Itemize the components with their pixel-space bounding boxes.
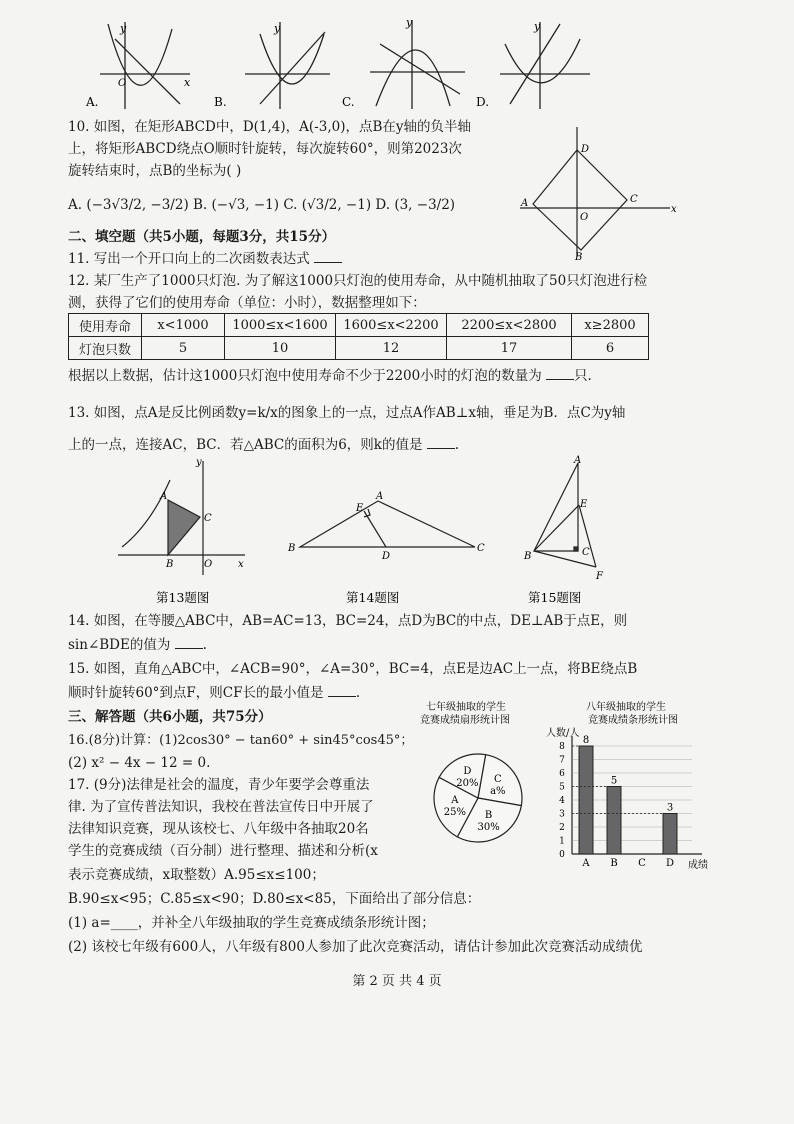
graph-b-y: y bbox=[274, 22, 281, 35]
q14-line1: 14. 如图，在等腰△ABC中，AB=AC=13，BC=24，点D为BC的中点，DE⊥AB于点E，则 bbox=[68, 613, 628, 629]
q16-line2: (2) x² − 4x − 12 = 0. bbox=[68, 755, 211, 771]
graph-a-x: x bbox=[184, 76, 191, 89]
q15-blank[interactable] bbox=[328, 684, 356, 697]
table-row bbox=[69, 314, 649, 337]
q13-blank[interactable] bbox=[427, 436, 455, 449]
bar-value-label: 3 bbox=[666, 802, 674, 814]
table-cell: x<1000 bbox=[142, 314, 225, 337]
pie-pct-a: 25% bbox=[443, 807, 466, 819]
q13-line2-text: 上的一点，连接AC，BC．若△ABC的面积为6，则k的值是 bbox=[68, 437, 423, 453]
fig14-caption: 第14题图 bbox=[346, 590, 400, 605]
bar-ylabel: 人数/人 bbox=[546, 728, 580, 739]
q10-fig-b: B bbox=[575, 252, 583, 263]
graph-c-y: y bbox=[406, 16, 413, 29]
pie-label-a: A bbox=[451, 795, 459, 807]
bar-ytick: 1 bbox=[559, 836, 565, 847]
q13-line2: 上的一点，连接AC，BC．若△ABC的面积为6，则k的值是 . bbox=[68, 437, 460, 453]
fig14-e: E bbox=[356, 503, 364, 514]
option-b-label: B. bbox=[214, 95, 227, 109]
q10-fig-a: A bbox=[521, 198, 529, 209]
q17-line2: 律. 为了宣传普法知识，我校在普法宣传日中开展了 bbox=[68, 799, 374, 815]
fig13-o: O bbox=[204, 559, 213, 570]
fig13-x: x bbox=[238, 559, 244, 570]
q12-table bbox=[68, 313, 649, 360]
bar-a bbox=[579, 746, 593, 854]
section2-heading: 二、填空题（共5小题，每题3分，共15分） bbox=[68, 229, 336, 245]
q12-line1: 12. 某厂生产了1000只灯泡. 为了解这1000只灯泡的使用寿命，从中随机抽取了50只灯泡进行检 bbox=[68, 273, 648, 289]
pie-title1: 七年级抽取的学生 bbox=[426, 702, 506, 713]
option-c-label: C. bbox=[342, 95, 355, 109]
table-row bbox=[69, 337, 649, 360]
bar-value-label: 8 bbox=[582, 735, 590, 746]
graph-b bbox=[245, 22, 330, 109]
q10-fig-x: x bbox=[671, 204, 677, 215]
q14-line2-text: sin∠BDE的值为 bbox=[68, 637, 171, 653]
table-cell: 1600≤x<2200 bbox=[336, 314, 447, 337]
graph-c bbox=[370, 20, 465, 109]
q17-line1: 17. (9分)法律是社会的温度，青少年要学会尊重法 bbox=[68, 777, 370, 793]
q12-unit: 只. bbox=[574, 368, 592, 384]
pie-chart bbox=[420, 700, 540, 860]
graph-a-y: y bbox=[120, 22, 127, 35]
q11-text: 11. 写出一个开口向上的二次函数表达式 bbox=[68, 251, 310, 267]
q12-line3 bbox=[68, 367, 592, 385]
table-cell: 使用寿命 bbox=[69, 314, 142, 337]
table-cell: 6 bbox=[572, 337, 649, 360]
fig13-b: B bbox=[166, 559, 174, 570]
q17-line5: 表示竞赛成绩，x取整数）A.95≤x≤100； bbox=[68, 867, 325, 883]
q17-line8: (2) 该校七年级有600人，八年级有800人参加了此次竞赛活动，请估计参加此次竞赛活动成绩优 bbox=[68, 939, 643, 955]
option-a-label: A. bbox=[86, 95, 99, 109]
bar-ytick: 0 bbox=[559, 850, 565, 860]
table-cell: 17 bbox=[447, 337, 572, 360]
bar-ytick: 2 bbox=[559, 823, 565, 833]
table-cell: 1000≤x<1600 bbox=[225, 314, 336, 337]
q12-line3-text: 根据以上数据，估计这1000只灯泡中使用寿命不少于2200小时的灯泡的数量为 bbox=[68, 368, 542, 384]
fig15-f: F bbox=[596, 571, 603, 582]
bar-ytick: 4 bbox=[559, 796, 565, 806]
q12-blank[interactable] bbox=[546, 367, 574, 380]
figures-row bbox=[100, 455, 660, 605]
q17-line4: 学生的竞赛成绩（百分制）进行整理、描述和分析(x bbox=[68, 843, 378, 859]
fig15-caption: 第15题图 bbox=[528, 590, 582, 605]
q17-line7: (1) a=____，并补全八年级抽取的学生竞赛成绩条形统计图； bbox=[68, 915, 435, 931]
q9-graphs bbox=[80, 14, 680, 114]
page-footer: 第 2 页 共 4 页 bbox=[352, 974, 442, 989]
table-cell: 灯泡只数 bbox=[69, 337, 142, 360]
graph-d-y: y bbox=[534, 20, 541, 33]
q11-line bbox=[68, 250, 342, 268]
fig14-drawing bbox=[300, 501, 475, 547]
q10-line2: 上，将矩形ABCD绕点O顺时针旋转，每次旋转60°，则第2023次 bbox=[68, 141, 462, 157]
graph-d bbox=[500, 22, 590, 109]
fig13-y: y bbox=[196, 457, 202, 468]
q17-line3: 法律知识竞赛，现从该校七、八年级中各抽取20名 bbox=[68, 821, 369, 837]
q15-line2: 顺时针旋转60°到点F，则CF长的最小值是 . bbox=[68, 685, 361, 701]
pie-pct-b: 30% bbox=[477, 821, 500, 833]
bar-title1: 八年级抽取的学生 bbox=[586, 702, 666, 713]
q10-options: A. (−3√3/2, −3/2) B. (−√3, −1) C. (√3/2, −1) D. (3, −3/2) bbox=[68, 197, 456, 213]
fig13-caption: 第13题图 bbox=[156, 590, 210, 605]
table-cell: 10 bbox=[225, 337, 336, 360]
fig14-d: D bbox=[382, 551, 391, 562]
fig13-c: C bbox=[204, 513, 212, 524]
bar-value-label: 5 bbox=[610, 775, 618, 787]
pie-label-c: C bbox=[493, 774, 502, 786]
fig14-a: A bbox=[376, 491, 384, 502]
bar-ytick: 6 bbox=[559, 769, 565, 779]
q10-fig-d: D bbox=[581, 144, 590, 155]
bar-b bbox=[607, 787, 621, 855]
fig15-e: E bbox=[580, 499, 588, 510]
pie-label-d: D bbox=[463, 766, 472, 778]
bar-category-label: A bbox=[582, 858, 590, 869]
bar-chart bbox=[546, 700, 725, 880]
q16-line1: 16.(8分)计算：(1)2cos30° − tan60° + sin45°cos45°； bbox=[68, 733, 414, 748]
bar-ytick: 7 bbox=[559, 755, 565, 766]
graph-a bbox=[100, 22, 190, 109]
q13-line1: 13. 如图，点A是反比例函数y=k/x的图象上的一点，过点A作AB⊥x轴，垂足为B．点C为y轴 bbox=[68, 405, 626, 421]
q11-blank[interactable] bbox=[314, 250, 342, 263]
bar-ytick: 5 bbox=[559, 782, 565, 793]
fig15-a: A bbox=[574, 455, 582, 466]
q15-line2-text: 顺时针旋转60°到点F，则CF长的最小值是 bbox=[68, 685, 324, 701]
bar-ytick: 8 bbox=[559, 742, 565, 752]
q17-line6: B.90≤x<95；C.85≤x<90；D.80≤x<85，下面给出了部分信息： bbox=[68, 891, 481, 907]
pie-pct-d: 20% bbox=[456, 778, 479, 790]
bar-xlabel: 成绩 bbox=[688, 860, 708, 871]
q10-line1: 10. 如图，在矩形ABCD中，D(1,4)，A(-3,0)，点B在y轴的负半轴 bbox=[68, 119, 472, 135]
bar-d bbox=[663, 814, 677, 855]
fig13-a: A bbox=[160, 491, 168, 502]
pie-slices bbox=[434, 754, 522, 842]
table-cell: 2200≤x<2800 bbox=[447, 314, 572, 337]
section3-heading: 三、解答题（共6小题，共75分） bbox=[68, 709, 272, 725]
q15-line1: 15. 如图，直角△ABC中，∠ACB=90°，∠A=30°，BC=4，点E是边AC上一点，将BE绕点B bbox=[68, 661, 638, 677]
bar-ytick: 3 bbox=[559, 809, 565, 820]
fig15-b: B bbox=[524, 551, 532, 562]
q10-line3: 旋转结束时，点B的坐标为( ) bbox=[68, 163, 242, 179]
bar-category-label: D bbox=[665, 858, 675, 869]
bar-category-label: C bbox=[638, 858, 646, 869]
fig14-c: C bbox=[477, 543, 485, 554]
q10-fig-c: C bbox=[630, 194, 638, 205]
q12-line2: 测，获得了它们的使用寿命（单位：小时），数据整理如下： bbox=[68, 295, 426, 311]
fig13-drawing bbox=[118, 461, 245, 575]
pie-pct-c: a% bbox=[490, 786, 506, 798]
fig15-c: C bbox=[582, 547, 590, 558]
table-cell: x≥2800 bbox=[572, 314, 649, 337]
table-cell: 12 bbox=[336, 337, 447, 360]
q10-fig-o: O bbox=[580, 212, 589, 223]
pie-title2: 竞赛成绩扇形统计图 bbox=[420, 715, 510, 726]
q10-figure bbox=[515, 122, 680, 262]
q14-line2: sin∠BDE的值为 . bbox=[68, 637, 207, 653]
fig14-b: B bbox=[288, 543, 296, 554]
table-cell: 5 bbox=[142, 337, 225, 360]
bar-category-label: B bbox=[610, 858, 618, 869]
graph-a-o: O bbox=[118, 78, 127, 89]
bar-title2: 竞赛成绩条形统计图 bbox=[588, 715, 678, 726]
pie-label-b: B bbox=[484, 809, 493, 821]
bar-marks bbox=[559, 735, 702, 869]
option-d-label: D. bbox=[476, 95, 490, 109]
q14-blank[interactable] bbox=[175, 636, 203, 649]
